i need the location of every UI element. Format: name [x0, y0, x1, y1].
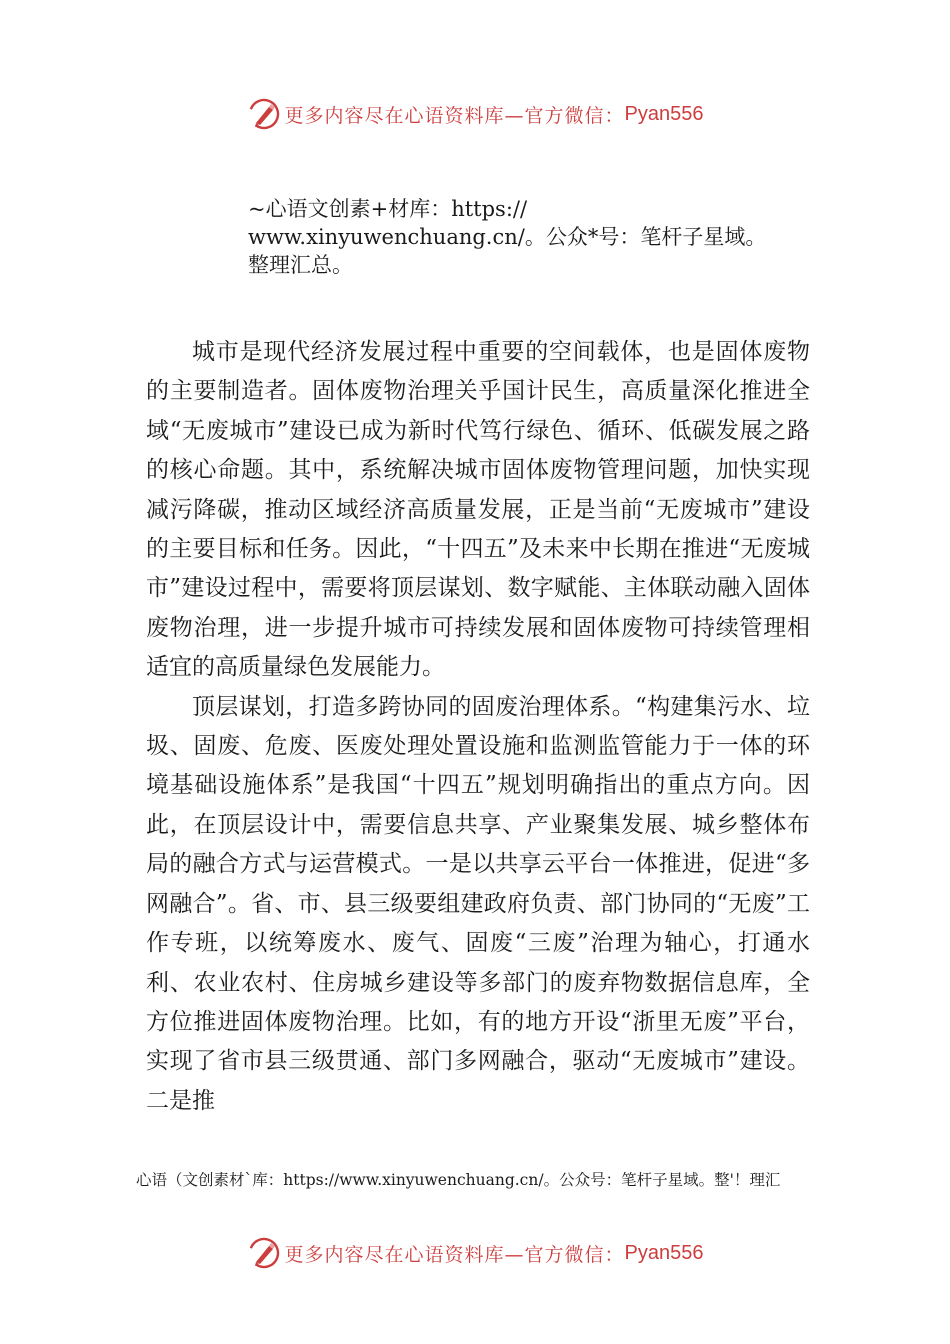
- source-note-line: ~心语文创素+材库：https://: [248, 197, 528, 221]
- banner-wechat-id: Pyan556: [624, 102, 704, 125]
- banner-wechat-id: Pyan556: [624, 1241, 704, 1264]
- banner-tagline: 更多内容尽在心语资料库—官方微信：: [284, 1243, 625, 1266]
- header-watermark-banner: [0, 94, 950, 134]
- source-note-line: 整理汇总。: [248, 253, 353, 277]
- source-note-line: www.xinyuwenchuang.cn/。公众*号：笔杆子星域。: [248, 225, 767, 249]
- article-body: [146, 333, 810, 1121]
- footer-source-note: 心语（文创素材`库：https://www.xinyuwenchuang.cn/。公众号：笔杆子星域。整'！理汇: [136, 1171, 781, 1189]
- article-paragraph: 城市是现代经济发展过程中重要的空间载体，也是固体废物的主要制造者。固体废物治理关乎国计民生，高质量深化推进全域“无废城市”建设已成为新时代笃行绿色、循环、低碳发展之路的核心命题。其中，系统解决城市固体废物管理问题，加快实现减污降碳，推动区域经济高质量发展，正是当前“无废城市”建设的主要目标和任务。因此，“十四五”及未来中长期在推进“无废城市”建设过程中，需要将顶层谋划、数字赋能、主体联动融入固体废物治理，进一步提升城市可持续发展和固体废物可持续管理相适宜的高质量绿色发展能力。: [146, 339, 810, 681]
- banner-tagline: 更多内容尽在心语资料库—官方微信：: [284, 104, 625, 127]
- source-note: [248, 195, 888, 279]
- pen-circle-logo-icon: [247, 1236, 281, 1270]
- footer-watermark-banner: [0, 1233, 950, 1273]
- article-paragraph: 顶层谋划，打造多跨协同的固废治理体系。“构建集污水、垃圾、固废、危废、医废处理处置设施和监测监管能力于一体的环境基础设施体系”是我国“十四五”规划明确指出的重点方向。因此，在顶层设计中，需要信息共享、产业聚集发展、城乡整体布局的融合方式与运营模式。一是以共享云平台一体推进，促进“多网融合”。省、市、县三级要组建政府负责、部门协同的“无废”工作专班，以统筹废水、废气、固废“三废”治理为轴心，打通水利、农业农村、住房城乡建设等多部门的废弃物数据信息库，全方位推进固体废物治理。比如，有的地方开设“浙里无废”平台，实现了省市县三级贯通、部门多网融合，驱动“无废城市”建设。二是推: [146, 693, 810, 1114]
- pen-circle-logo-icon: [247, 97, 281, 131]
